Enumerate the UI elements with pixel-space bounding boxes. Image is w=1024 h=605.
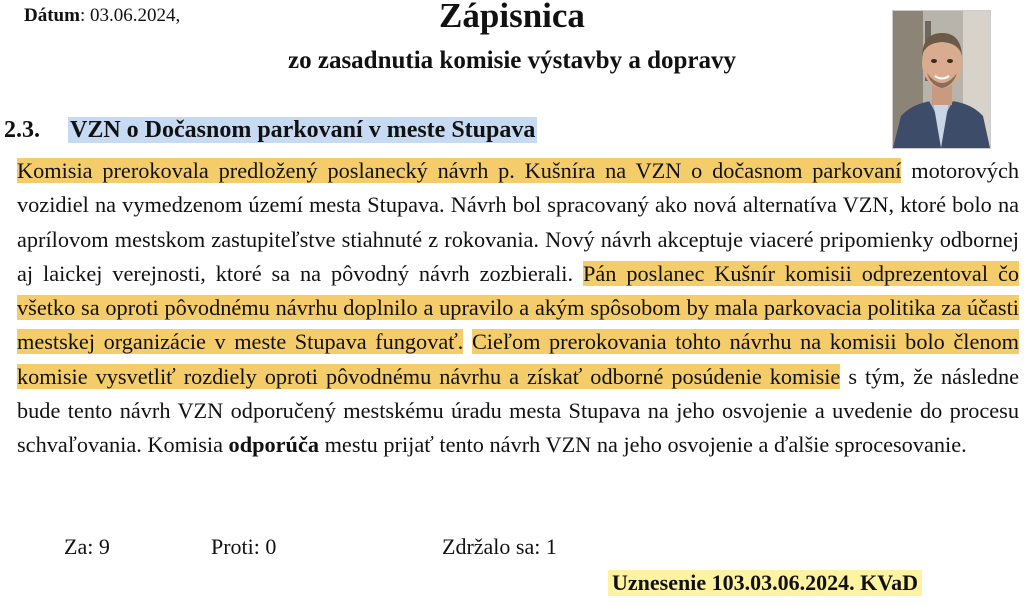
section-number: 2.3. (4, 117, 40, 143)
date-value: : 03.06.2024, (79, 5, 181, 26)
person-photo-icon (892, 10, 991, 149)
document-subtitle: zo zasadnutia komisie výstavby a dopravy (288, 47, 736, 74)
body-text-2: s tým, že následne bude tento návrh VZN odporučený mestskému úradu mesta Stupava na jeho osvojenie a uvedenie do procesu schvaľovania. Komisia (17, 363, 1019, 458)
section-heading (4, 117, 537, 144)
highlight-3: Cieľom prerokovania tohto návrhu na komisii bolo členom komisie vysvetliť rozdiely oproti pôvodnému návrhu a získať odborné posúdenie komisie (17, 329, 1020, 389)
vote-abstained: Zdržalo sa: 1 (442, 534, 557, 559)
section-title: VZN o Dočasnom parkovaní v meste Stupava (70, 117, 536, 143)
date-label: Dátum (24, 5, 80, 26)
document-title: Zápisnica (439, 0, 585, 35)
resolution-number: Uznesenie 103.03.06.2024. KVaD (608, 570, 922, 596)
body-space (463, 329, 472, 354)
vote-against: Proti: 0 (211, 534, 277, 559)
recommendation-word: odporúča (228, 432, 319, 458)
highlight-1: Komisia prerokovala predložený poslanecký návrh p. Kušníra na VZN o dočasnom parkovaní (17, 158, 902, 183)
body-text-1: motorových vozidiel na vymedzenom území mesta Stupava. Návrh bol spracovaný ako nová alternatíva VZN, ktoré bolo na aprílovom mestskom zastupiteľstve stiahnuté z rokovania. Nový návrh akceptuje viaceré pripomienky odbornej aj laickej verejnosti, ktoré sa na pôvodný návrh zozbierali. (17, 158, 1020, 286)
minutes-paragraph (17, 154, 1019, 463)
body-text-3: mestu prijať tento návrh VZN na jeho osvojenie a ďalšie sprocesovanie. (319, 432, 967, 458)
highlight-2: Pán poslanec Kušnír komisii odprezentoval čo všetko sa oproti pôvodnému návrhu doplnilo a upravilo a akým spôsobom by mala parkovacia politika za účasti mestskej organizácie v meste Stupava fungovať. (17, 260, 1019, 355)
vote-for: Za: 9 (64, 534, 110, 559)
